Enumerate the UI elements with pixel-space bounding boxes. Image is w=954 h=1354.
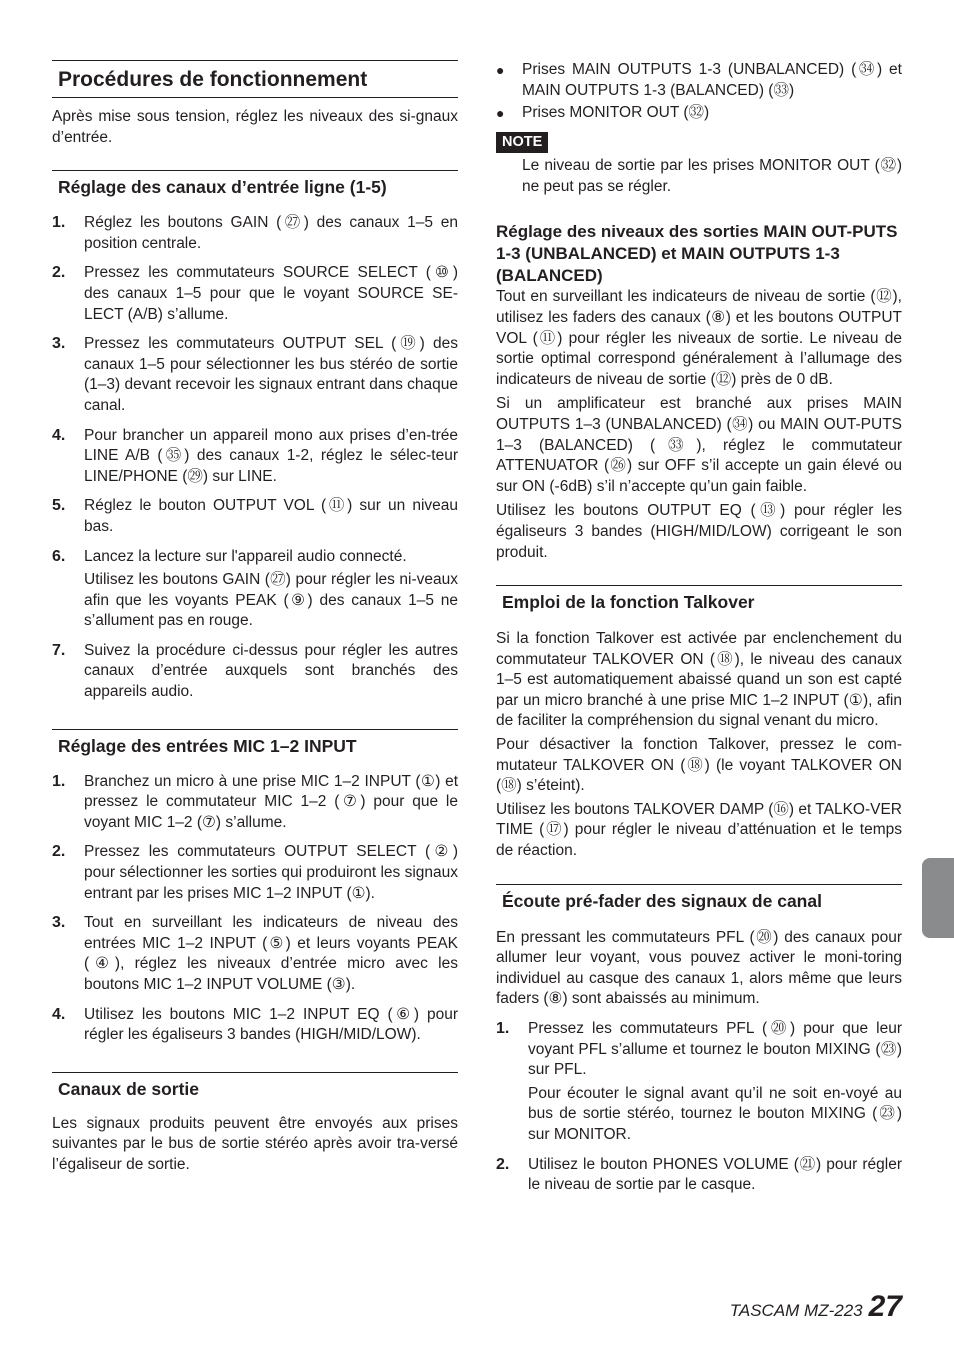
section-header-pfl bbox=[496, 884, 902, 918]
section-header-talkover bbox=[496, 585, 902, 619]
list-item: 1. Réglez les boutons GAIN (㉗) des canaux 1–5 en position centrale. bbox=[52, 214, 458, 252]
section-header-mic-inputs bbox=[52, 729, 458, 763]
steps-list bbox=[52, 772, 458, 1046]
note-badge: NOTE bbox=[496, 132, 548, 153]
section-title: Écoute pré-fader des signaux de canal bbox=[502, 890, 822, 911]
section-header-output-channels bbox=[52, 1072, 458, 1106]
paragraph: Utilisez les boutons OUTPUT EQ (⑬) pour régler les égaliseurs 3 bandes (HIGH/MID/LOW) corrigeant le son produit. bbox=[496, 502, 902, 561]
paragraph: Les signaux produits peuvent être envoyés aux prises suivantes par le bus de sortie stéréo après avoir tra-versé l’égaliseur de sortie. bbox=[52, 1114, 458, 1173]
list-item: 6. Lancez la lecture sur l'appareil audio connecté. Utilisez les boutons GAIN (㉗) pour régler les ni-veaux afin que les voyants PEAK (⑨) des canaux 1–5 ne s’allument pas en rouge. bbox=[52, 547, 458, 630]
list-item: 4. Utilisez les boutons MIC 1–2 INPUT EQ (⑥) pour régler les égaliseurs 3 bandes (HIGH/MID/LOW). bbox=[52, 1005, 458, 1044]
list-item: 5. Réglez le bouton OUTPUT VOL (⑪) sur un niveau bas. bbox=[52, 497, 458, 535]
section-title: Emploi de la fonction Talkover bbox=[502, 592, 755, 613]
list-item: 4. Pour brancher un appareil mono aux prises d’en-trée LINE A/B (㉟) des canaux 1-2, réglez le sélec-teur LINE/PHONE (㉙) sur LINE. bbox=[52, 426, 458, 485]
paragraph: Si un amplificateur est branché aux prises MAIN OUTPUTS 1–3 (UNBALANCED) (㉞) ou MAIN OUT-PUTS 1–3 (BALANCED) (㉝), réglez le commutateur ATTENUATOR (㉖) sur OFF s’il accepte un gain élevé ou sur ON (-6dB) s’il n’accepte qu’un gain faible. bbox=[496, 395, 902, 495]
section-header-line-inputs bbox=[52, 170, 458, 204]
paragraph: Pour désactiver la fonction Talkover, pressez le com-mutateur TALKOVER ON (⑱) (le voyant TALKOVER ON (⑱) s’éteint). bbox=[496, 736, 902, 795]
list-item: 1. Branchez un micro à une prise MIC 1–2 INPUT (①) et pressez le commutateur MIC 1–2 (⑦) pour que le voyant MIC 1–2 (⑦) s’allume. bbox=[52, 772, 458, 831]
section-header-procedures bbox=[52, 60, 458, 98]
list-item: 3. Tout en surveillant les indicateurs de niveau des entrées MIC 1–2 INPUT (⑤) et leurs voyants PEAK (④), réglez les niveaux d’entrée micro avec les boutons MIC 1–2 INPUT VOLUME (③). bbox=[52, 914, 458, 993]
section-title: Procédures de fonctionnement bbox=[58, 68, 368, 91]
list-item: 7. Suivez la procédure ci-dessus pour régler les autres canaux d’entrée auxquels sont branchés des appareils audio. bbox=[52, 641, 458, 701]
list-item: 2. Pressez les commutateurs SOURCE SELECT (⑩) des canaux 1–5 pour que le voyant SOURCE SE-LECT (A/B) s’allume. bbox=[52, 264, 458, 323]
section-title: Canaux de sortie bbox=[58, 1078, 200, 1099]
intro-paragraph: Après mise sous tension, réglez les niveaux des si-gnaux d’entrée. bbox=[52, 108, 458, 146]
steps-list bbox=[496, 1019, 902, 1196]
output-jacks-list bbox=[496, 60, 902, 124]
list-item: ● Prises MONITOR OUT (㉜) bbox=[496, 103, 902, 124]
paragraph: Tout en surveillant les indicateurs de niveau de sortie (⑫), utilisez les faders des canaux (⑧) et les boutons OUTPUT VOL (⑪) pour régler les niveaux de sortie. Le niveau de sortie optimal correspond généralement à l’allumage des indicateurs de niveau de sortie (⑫) près de 0 dB. bbox=[496, 288, 902, 388]
left-column bbox=[52, 60, 458, 1176]
list-item: 1. Pressez les commutateurs PFL (⑳) pour que leur voyant PFL s’allume et tournez le bouton MIXING (㉓) sur PFL. Pour écouter le signal avant qu’il ne soit en-voyé au bus de sortie stéréo, tournez le bouton MIXING (㉓) sur MONITOR. bbox=[496, 1020, 902, 1143]
bullet-icon: ● bbox=[496, 62, 505, 78]
note-block bbox=[496, 132, 902, 197]
page-footer bbox=[730, 1290, 902, 1324]
list-item: 2. Pressez les commutateurs OUTPUT SELECT (②) pour sélectionner les sorties qui produiront les signaux entrant par les prises MIC 1–2 INPUT (①). bbox=[52, 843, 458, 902]
steps-list bbox=[52, 213, 458, 702]
footer-brand: TASCAM MZ-223 bbox=[729, 1301, 863, 1320]
paragraph: En pressant les commutateurs PFL (⑳) des canaux pour allumer leur voyant, vous pouvez activer le moni-toring individuel au casque des canaux 1, alors même que leurs faders (⑧) sont abaissés au minimum. bbox=[496, 928, 902, 1008]
paragraph: Si la fonction Talkover est activée par enclenchement du commutateur TALKOVER ON (⑱), le niveau des canaux 1–5 est automatiquement abaissé quand un son est capté par un micro branché à une prise MIC 1–2 INPUT (①), afin de faciliter la compréhension du signal venant du micro. bbox=[496, 630, 902, 730]
list-item: 3. Pressez les commutateurs OUTPUT SEL (⑲) des canaux 1–5 pour sélectionner les bus stéréo de sortie (1–3) devant recevoir les signaux entrant dans chaque canal. bbox=[52, 335, 458, 414]
note-text: Le niveau de sortie par les prises MONITOR OUT (㉜) ne peut pas se régler. bbox=[522, 157, 902, 195]
paragraph: Utilisez les boutons TALKOVER DAMP (⑯) et TALKO-VER TIME (⑰) pour régler le niveau d’atténuation et le temps de réaction. bbox=[496, 800, 903, 860]
right-column bbox=[496, 60, 902, 1196]
chapter-tab bbox=[922, 858, 954, 938]
subsection-title-main-outputs: Réglage des niveaux des sorties MAIN OUT-PUTS 1-3 (UNBALANCED) et MAIN OUTPUTS 1-3 (BALANCED) bbox=[496, 222, 898, 286]
list-item: ● Prises MAIN OUTPUTS 1-3 (UNBALANCED) (㉞) et MAIN OUTPUTS 1-3 (BALANCED) (㉝) bbox=[496, 60, 902, 101]
list-item: 2. Utilisez le bouton PHONES VOLUME (㉑) pour régler le niveau de sortie par le casque. bbox=[496, 1155, 902, 1194]
bullet-icon: ● bbox=[496, 105, 505, 122]
section-title: Réglage des entrées MIC 1–2 INPUT bbox=[58, 735, 357, 756]
page-number: 27 bbox=[868, 1290, 902, 1323]
section-title: Réglage des canaux d’entrée ligne (1-5) bbox=[58, 177, 387, 198]
